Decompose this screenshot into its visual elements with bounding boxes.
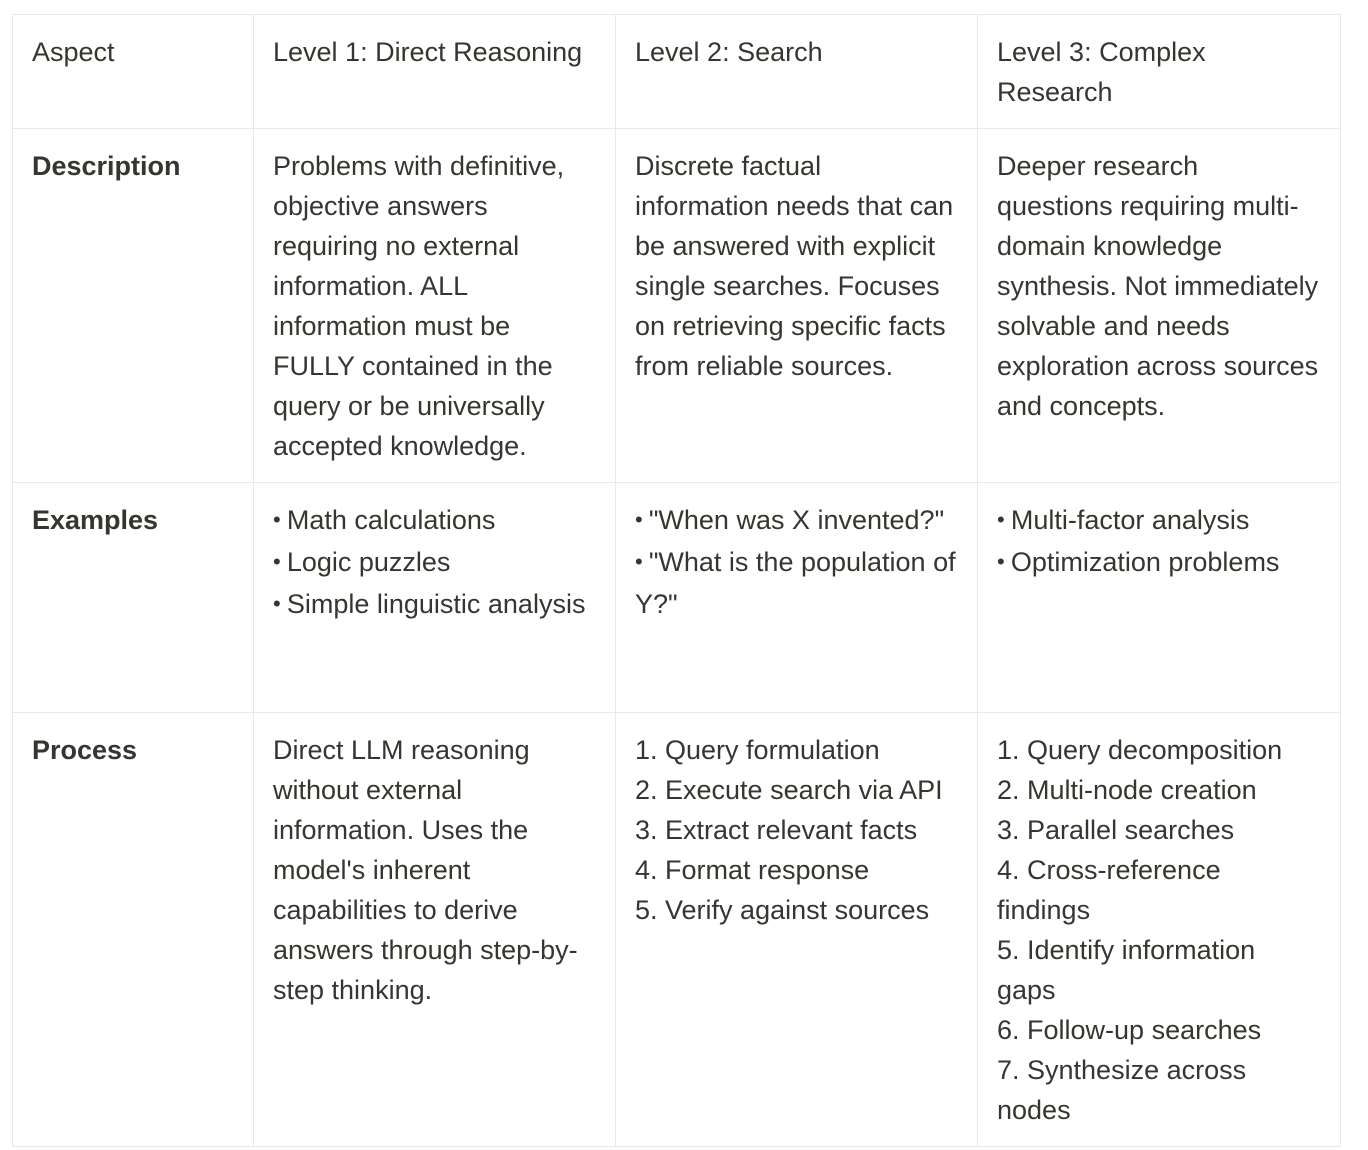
list-item: 2. Execute search via API bbox=[635, 775, 943, 805]
description-label: Description bbox=[13, 129, 254, 483]
examples-label: Examples bbox=[13, 483, 254, 713]
list-item: 5. Identify information gaps bbox=[997, 935, 1256, 1005]
examples-row bbox=[13, 483, 1341, 713]
list-item: • Logic puzzles bbox=[273, 542, 596, 584]
header-level-2: Level 2: Search bbox=[616, 15, 978, 129]
description-level-1: Problems with definitive, objective answers requiring no external information. ALL information must be FULLY contained in the query or be universally accepted knowledge. bbox=[254, 129, 616, 483]
list-item: 4. Cross-reference findings bbox=[997, 855, 1221, 925]
process-level-2 bbox=[616, 713, 978, 1147]
list-item: 3. Extract relevant facts bbox=[635, 815, 918, 845]
list-item: 3. Parallel searches bbox=[997, 815, 1235, 845]
examples-level-3 bbox=[978, 483, 1341, 713]
description-row bbox=[13, 129, 1341, 483]
process-level-3 bbox=[978, 713, 1341, 1147]
list-item: • "What is the population of Y?" bbox=[635, 542, 958, 624]
process-row bbox=[13, 713, 1341, 1147]
list-item: 4. Format response bbox=[635, 855, 870, 885]
header-row bbox=[13, 15, 1341, 129]
list-item: • "When was X invented?" bbox=[635, 500, 958, 542]
list-item: • Multi-factor analysis bbox=[997, 500, 1321, 542]
description-level-3: Deeper research questions requiring multi-domain knowledge synthesis. Not immediately solvable and needs exploration across sources and concepts. bbox=[978, 129, 1341, 483]
process-label: Process bbox=[13, 713, 254, 1147]
list-item: • Simple linguistic analysis bbox=[273, 584, 596, 626]
list-item: • Optimization problems bbox=[997, 542, 1321, 584]
examples-level-1 bbox=[254, 483, 616, 713]
list-item: 1. Query formulation bbox=[635, 735, 880, 765]
comparison-table bbox=[12, 14, 1341, 1147]
header-level-3: Level 3: Complex Research bbox=[978, 15, 1341, 129]
list-item: 5. Verify against sources bbox=[635, 895, 930, 925]
list-item: 7. Synthesize across nodes bbox=[997, 1055, 1247, 1125]
list-item: 1. Query decomposition bbox=[997, 735, 1283, 765]
description-level-2: Discrete factual information needs that can be answered with explicit single searches. Focuses on retrieving specific facts from reliable sources. bbox=[616, 129, 978, 483]
header-aspect: Aspect bbox=[13, 15, 254, 129]
examples-level-2 bbox=[616, 483, 978, 713]
list-item: 2. Multi-node creation bbox=[997, 775, 1257, 805]
list-item: 6. Follow-up searches bbox=[997, 1015, 1262, 1045]
list-item: • Math calculations bbox=[273, 500, 596, 542]
header-level-1: Level 1: Direct Reasoning bbox=[254, 15, 616, 129]
process-level-1: Direct LLM reasoning without external information. Uses the model's inherent capabilities to derive answers through step-by-step thinking. bbox=[254, 713, 616, 1147]
